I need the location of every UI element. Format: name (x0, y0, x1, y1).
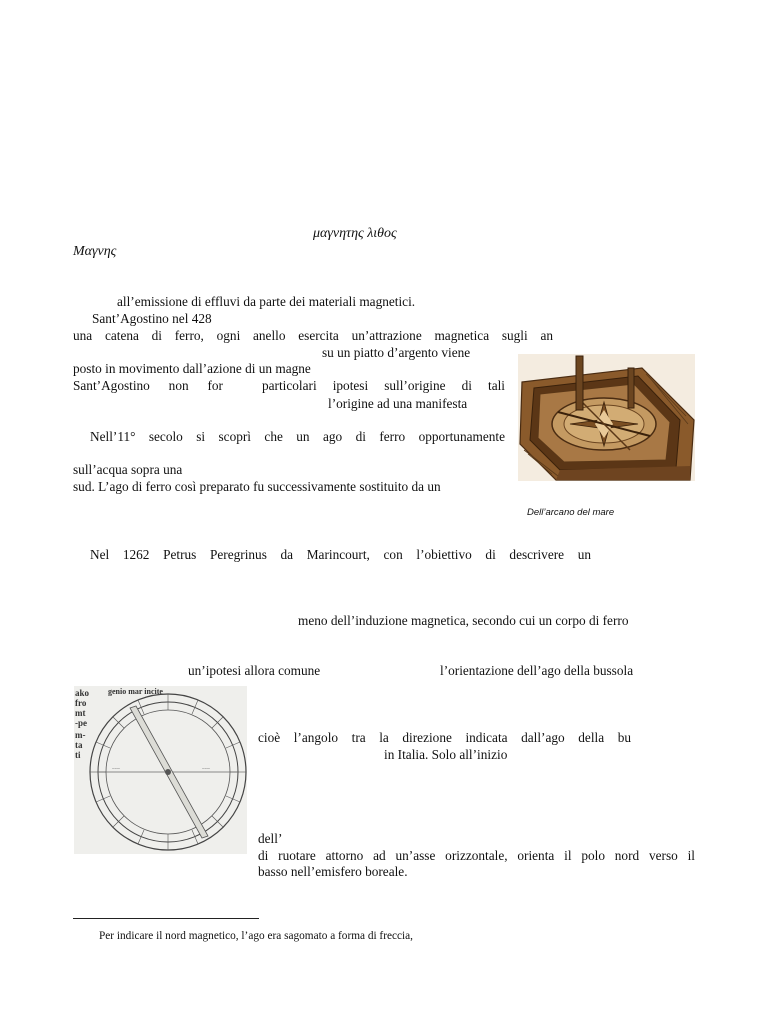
figure-caption: Dell’arcano del mare (527, 507, 615, 518)
body-line: l’orientazione dell’ago della bussola (440, 663, 634, 678)
manuscript-fragment: -pe (75, 718, 87, 728)
body-line: dell’ (258, 831, 283, 846)
body-line: l’origine ad una manifesta (328, 396, 468, 411)
body-line: Sant’Agostino non for (73, 378, 223, 393)
body-line: un’ipotesi allora comune (188, 663, 321, 678)
manuscript-fragment: ti (75, 750, 81, 760)
manuscript-fragment: mt (75, 708, 86, 718)
manuscript-header: genio mar incite (108, 687, 163, 696)
body-line: basso nell’emisfero boreale. (258, 864, 408, 879)
body-line: cioè l’angolo tra la direzione indicata dall’ago della bu (258, 730, 631, 745)
compass-box-figure (518, 354, 695, 481)
body-line: in Italia. Solo all’inizio (384, 747, 508, 762)
footnote-text: Per indicare il nord magnetico, l’ago era sagomato a forma di freccia, (99, 930, 413, 942)
body-line: Nell’11° secolo si scoprì che un ago di ferro opportunamente (90, 429, 505, 444)
compass-box-illustration (518, 354, 695, 481)
footnote-separator (73, 918, 259, 919)
body-line: particolari ipotesi sull’origine di tali (262, 378, 505, 393)
body-line: di ruotare attorno ad un’asse orizzontale, orienta il polo nord verso il (258, 848, 695, 863)
body-line: all’emissione di effluvi da parte dei materiali magnetici. (117, 294, 416, 309)
manuscript-fragment: fro (75, 698, 87, 708)
compass-dial-illustration (74, 686, 247, 854)
body-line: Nel 1262 Petrus Peregrinus da Marincourt, con l’obiettivo di descrivere un (90, 547, 591, 562)
manuscript-fragment: ta (75, 740, 83, 750)
compass-dial-figure (74, 686, 247, 854)
greek-title: μαγνητης λιθος (313, 226, 397, 241)
body-line: sull’acqua sopra una (73, 462, 183, 477)
svg-text:~~~: ~~~ (112, 767, 121, 772)
body-line: Sant’Agostino nel 428 (92, 311, 212, 326)
manuscript-fragment: m- (75, 730, 86, 740)
greek-name: Μαγνης (73, 244, 117, 259)
body-line: meno dell’induzione magnetica, secondo cui un corpo di ferro (298, 613, 629, 628)
body-line: sud. L’ago di ferro così preparato fu successivamente sostituito da un (73, 479, 441, 494)
body-line: posto in movimento dall’azione di un magne (73, 361, 311, 376)
body-line: una catena di ferro, ogni anello esercita un’attrazione magnetica sugli an (73, 328, 553, 343)
svg-text:~~~: ~~~ (202, 767, 211, 772)
manuscript-fragment: ako (75, 688, 90, 698)
body-line: su un piatto d’argento viene (322, 345, 471, 360)
